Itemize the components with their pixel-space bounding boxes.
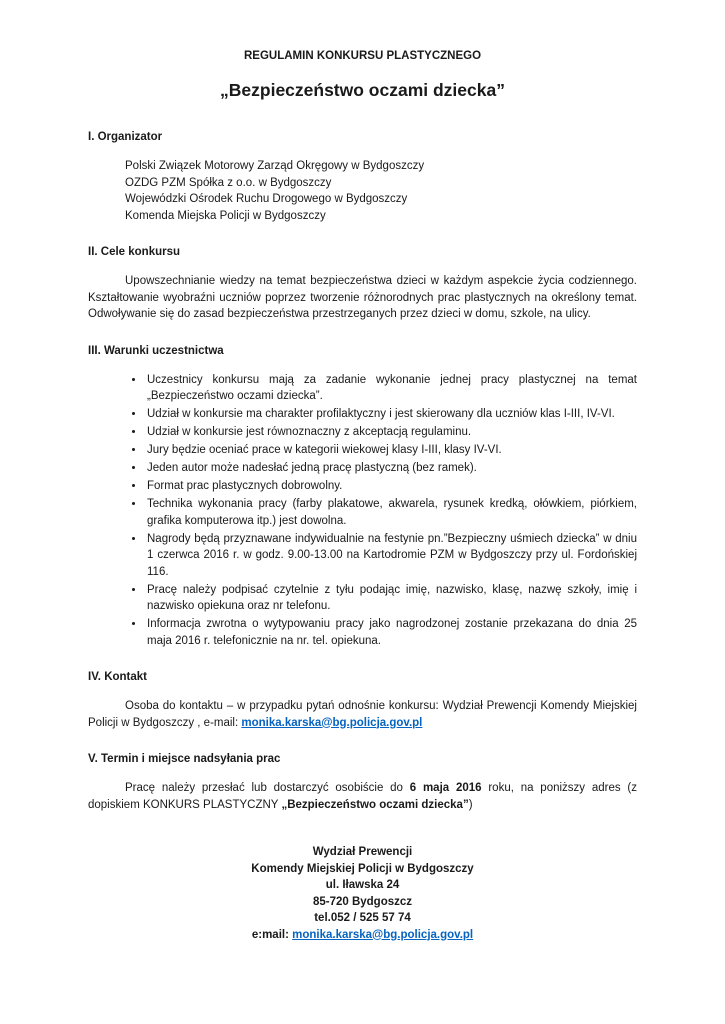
bullet-item: • Format prac plastycznych dobrowolny.: [145, 478, 637, 495]
organizer-item: Wojewódzki Ośrodek Ruchu Drogowego w Bydgoszczy: [125, 193, 408, 205]
address-line-city: 85-720 Bydgoszcz: [312, 895, 413, 908]
contest-title-inline: „Bezpieczeństwo oczami dziecka”: [281, 798, 469, 811]
address-line-phone: tel.052 / 525 57 74: [314, 912, 411, 924]
address-line-street: ul. Iławska 24: [325, 879, 400, 891]
address-line-email: [88, 927, 637, 944]
bullet-item: • Informacja zwrotna o wytypowaniu pracy jako nagrodzonej zostanie przekazana do dnia 25 maja 2016 r. telefonicznie na nr. tel. opiekuna.: [145, 616, 637, 649]
bullet-item: • Udział w konkursie jest równoznaczny z akceptacją regulaminu.: [145, 424, 637, 441]
section-heading-cele: II. Cele konkursu: [88, 246, 181, 258]
termin-text: roku, na poniższy adres (z dopiskiem KONKURS PLASTYCZNY: [88, 782, 637, 811]
organizer-item: Komenda Miejska Policji w Bydgoszczy: [125, 209, 326, 222]
warunki-bullet-list: [88, 372, 637, 650]
address-line-department: Wydział Prewencji: [312, 846, 413, 858]
section-heading-kontakt: IV. Kontakt: [88, 671, 148, 683]
bullet-item: • Uczestnicy konkursu mają za zadanie wykonanie jednej pracy plastycznej na temat „Bezpieczeństwo oczami dziecka”.: [145, 372, 637, 405]
termin-paragraph: [88, 780, 637, 813]
section-heading-organizator: I. Organizator: [88, 131, 163, 143]
organizer-item: OZDG PZM Spółka z o.o. w Bydgoszczy: [125, 176, 332, 189]
bullet-item: • Jury będzie oceniać prace w kategorii wiekowej klasy I-III, klasy IV-VI.: [145, 442, 637, 459]
deadline-date: 6 maja 2016: [409, 782, 482, 794]
kontakt-paragraph: [88, 698, 637, 731]
section-heading-termin: V. Termin i miejsce nadsyłania prac: [88, 753, 281, 765]
termin-text: ): [468, 798, 473, 811]
section-heading-warunki: III. Warunki uczestnictwa: [88, 344, 224, 357]
bullet-item: • Pracę należy podpisać czytelnie z tyłu podając imię, nazwisko, klasę, nazwę szkoły, imię i nazwisko opiekuna oraz nr telefonu.: [145, 582, 637, 615]
termin-text: Pracę należy przesłać lub dostarczyć osobiście do: [125, 782, 410, 794]
bullet-item: • Jeden autor może nadesłać jedną pracę plastyczną (bez ramek).: [145, 460, 637, 477]
organizer-list: [125, 158, 637, 224]
bullet-item: • Technika wykonania pracy (farby plakatowe, akwarela, rysunek kredką, ołówkiem, piórkiem, grafika komputerowa itp.) jest dowolna.: [145, 496, 637, 529]
address-line-institution: Komendy Miejskiej Policji w Bydgoszczy: [251, 862, 474, 875]
footer-email-link[interactable]: monika.karska@bg.policja.gov.pl: [292, 928, 474, 941]
address-block: [88, 844, 637, 943]
kontakt-text: Osoba do kontaktu – w przypadku pytań odnośnie konkursu: Wydział Prewencji Komendy Miejskiej Policji w Bydgoszczy , e-mail:: [88, 700, 637, 729]
contact-email-link[interactable]: monika.karska@bg.policja.gov.pl: [241, 716, 423, 729]
organizer-item: Polski Związek Motorowy Zarząd Okręgowy w Bydgoszczy: [125, 160, 425, 172]
bullet-item: • Nagrody będą przyznawane indywidualnie na festynie pn.”Bezpieczny uśmiech dziecka” w dniu 1 czerwca 2016 r. w godz. 9.00-13.00 na Kartodromie PZM w Bydgoszczy przy ul. Fordońskiej 116.: [145, 531, 637, 581]
email-label: e:mail:: [251, 928, 293, 941]
document-kicker: REGULAMIN KONKURSU PLASTYCZNEGO: [243, 50, 482, 62]
bullet-item: • Udział w konkursie ma charakter profilaktyczny i jest skierowany dla uczniów klas I-III, IV-VI.: [145, 406, 637, 423]
document-title: „Bezpieczeństwo oczami dziecka”: [220, 80, 505, 100]
cele-paragraph: Upowszechnianie wiedzy na temat bezpieczeństwa dzieci w każdym aspekcie życia codziennego. Kształtowanie wyobraźni uczniów poprzez tworzenie różnorodnych prac plastycznych na określony temat. Odwoływanie się do zasad bezpieczeństwa przestrzeganych przez dzieci w domu, szkole, na ulicy.: [88, 275, 637, 320]
